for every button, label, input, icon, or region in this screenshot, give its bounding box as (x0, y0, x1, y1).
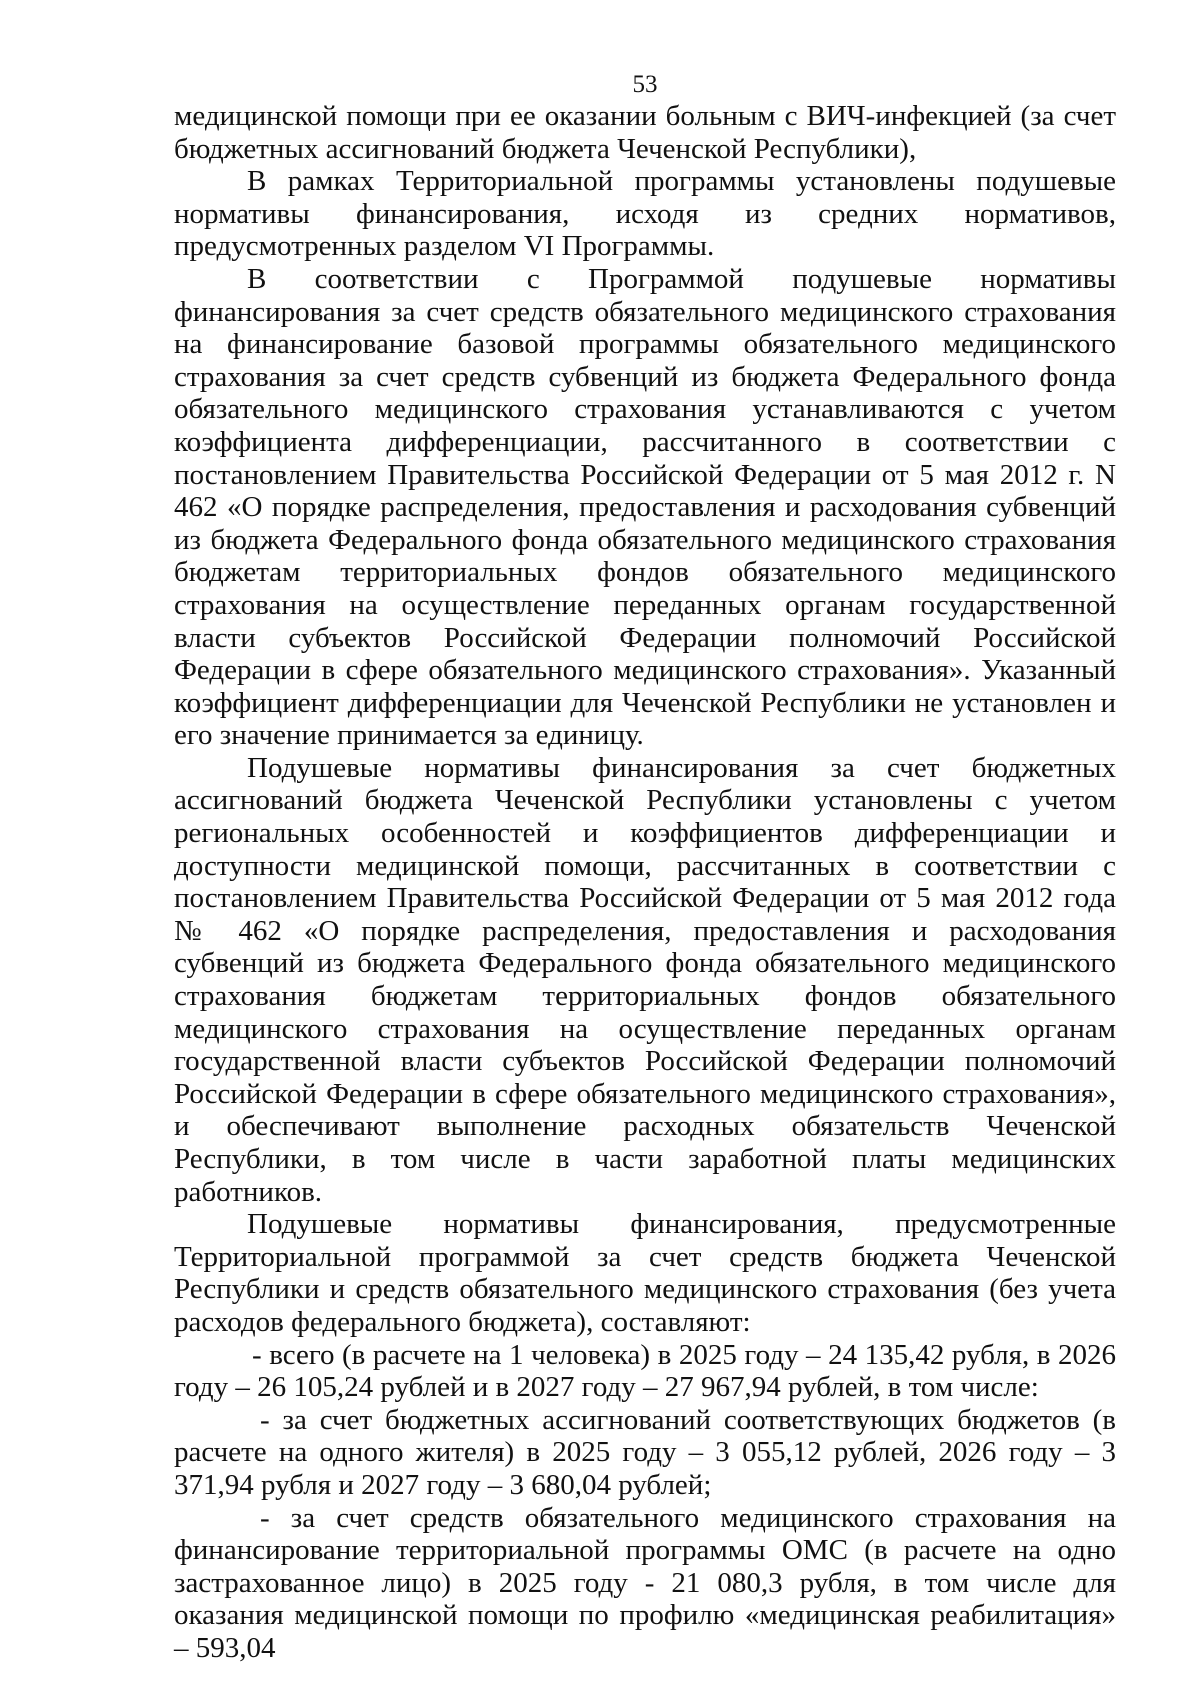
paragraph-per-capita-standards: Подушевые нормативы финансирования, предусмотренные Территориальной программой за счет средств бюджета Чеченской Республики и средств обязательного медицинского страхования (без учета расходов федерального бюджета), составляют: (174, 1208, 1116, 1338)
paragraph-program-standards: В рамках Территориальной программы установлены подушевые нормативы финансирования, исходя из средних нормативов, предусмотренных разделом VI Программы. (174, 165, 1116, 263)
bullet-budget-per-resident: - за счет бюджетных ассигнований соответствующих бюджетов (в расчете на одного жителя) в 2025 году – 3 055,12 рублей, 2026 году – 3 371,94 рубля и 2027 году – 3 680,04 рублей; (174, 1403, 1116, 1501)
bullet-total-per-person: - всего (в расчете на 1 человека) в 2025 году – 24 135,42 рубля, в 2026 году – 26 105,24 рублей и в 2027 году – 27 967,94 рублей, в том числе: (174, 1338, 1116, 1404)
paragraph-differentiation-coefficient: В соответствии с Программой подушевые нормативы финансирования за счет средств обязательного медицинского страхования на финансирование базовой программы обязательного медицинского страхования за счет средств субвенций из бюджета Федерального фонда обязательного медицинского страхования устанавливаются с учетом коэффициента дифференциации, рассчитанного в соответствии с постановлением Правительства Российской Федерации от 5 мая 2012 г. N 462 «О порядке распределения, предоставления и расходования субвенций из бюджета Федерального фонда обязательного медицинского страхования бюджетам территориальных фондов обязательного медицинского страхования на осуществление переданных органам государственной власти субъектов Российской Федерации полномочий Российской Федерации в сфере обязательного медицинского страхования». Указанный коэффициент дифференциации для Чеченской Республики не установлен и его значение принимается за единицу. (174, 262, 1116, 752)
paragraph-continuation: медицинской помощи при ее оказании больным с ВИЧ-инфекцией (за счет бюджетных ассигнований бюджета Чеченской Республики), (174, 100, 1116, 165)
bullet-oms-per-insured: - за счет средств обязательного медицинского страхования на финансирование территориальной программы ОМС (в расчете на одно застрахованное лицо) в 2025 году - 21 080,3 рубля, в том числе для оказания медицинской помощи по профилю «медицинская реабилитация» – 593,04 (174, 1501, 1116, 1664)
paragraph-budget-allocations: Подушевые нормативы финансирования за счет бюджетных ассигнований бюджета Чеченской Республики установлены с учетом региональных особенностей и коэффициентов дифференциации и доступности медицинской помощи, рассчитанных в соответствии с постановлением Правительства Российской Федерации от 5 мая 2012 года № 462 «О порядке распределения, предоставления и расходования субвенций из бюджета Федерального фонда обязательного медицинского страхования бюджетам территориальных фондов обязательного медицинского страхования на осуществление переданных органам государственной власти субъектов Российской Федерации полномочий Российской Федерации в сфере обязательного медицинского страхования», и обеспечивают выполнение расходных обязательств Чеченской Республики, в том числе в части заработной платы медицинских работников. (174, 751, 1116, 1208)
page-number: 53 (632, 71, 658, 98)
